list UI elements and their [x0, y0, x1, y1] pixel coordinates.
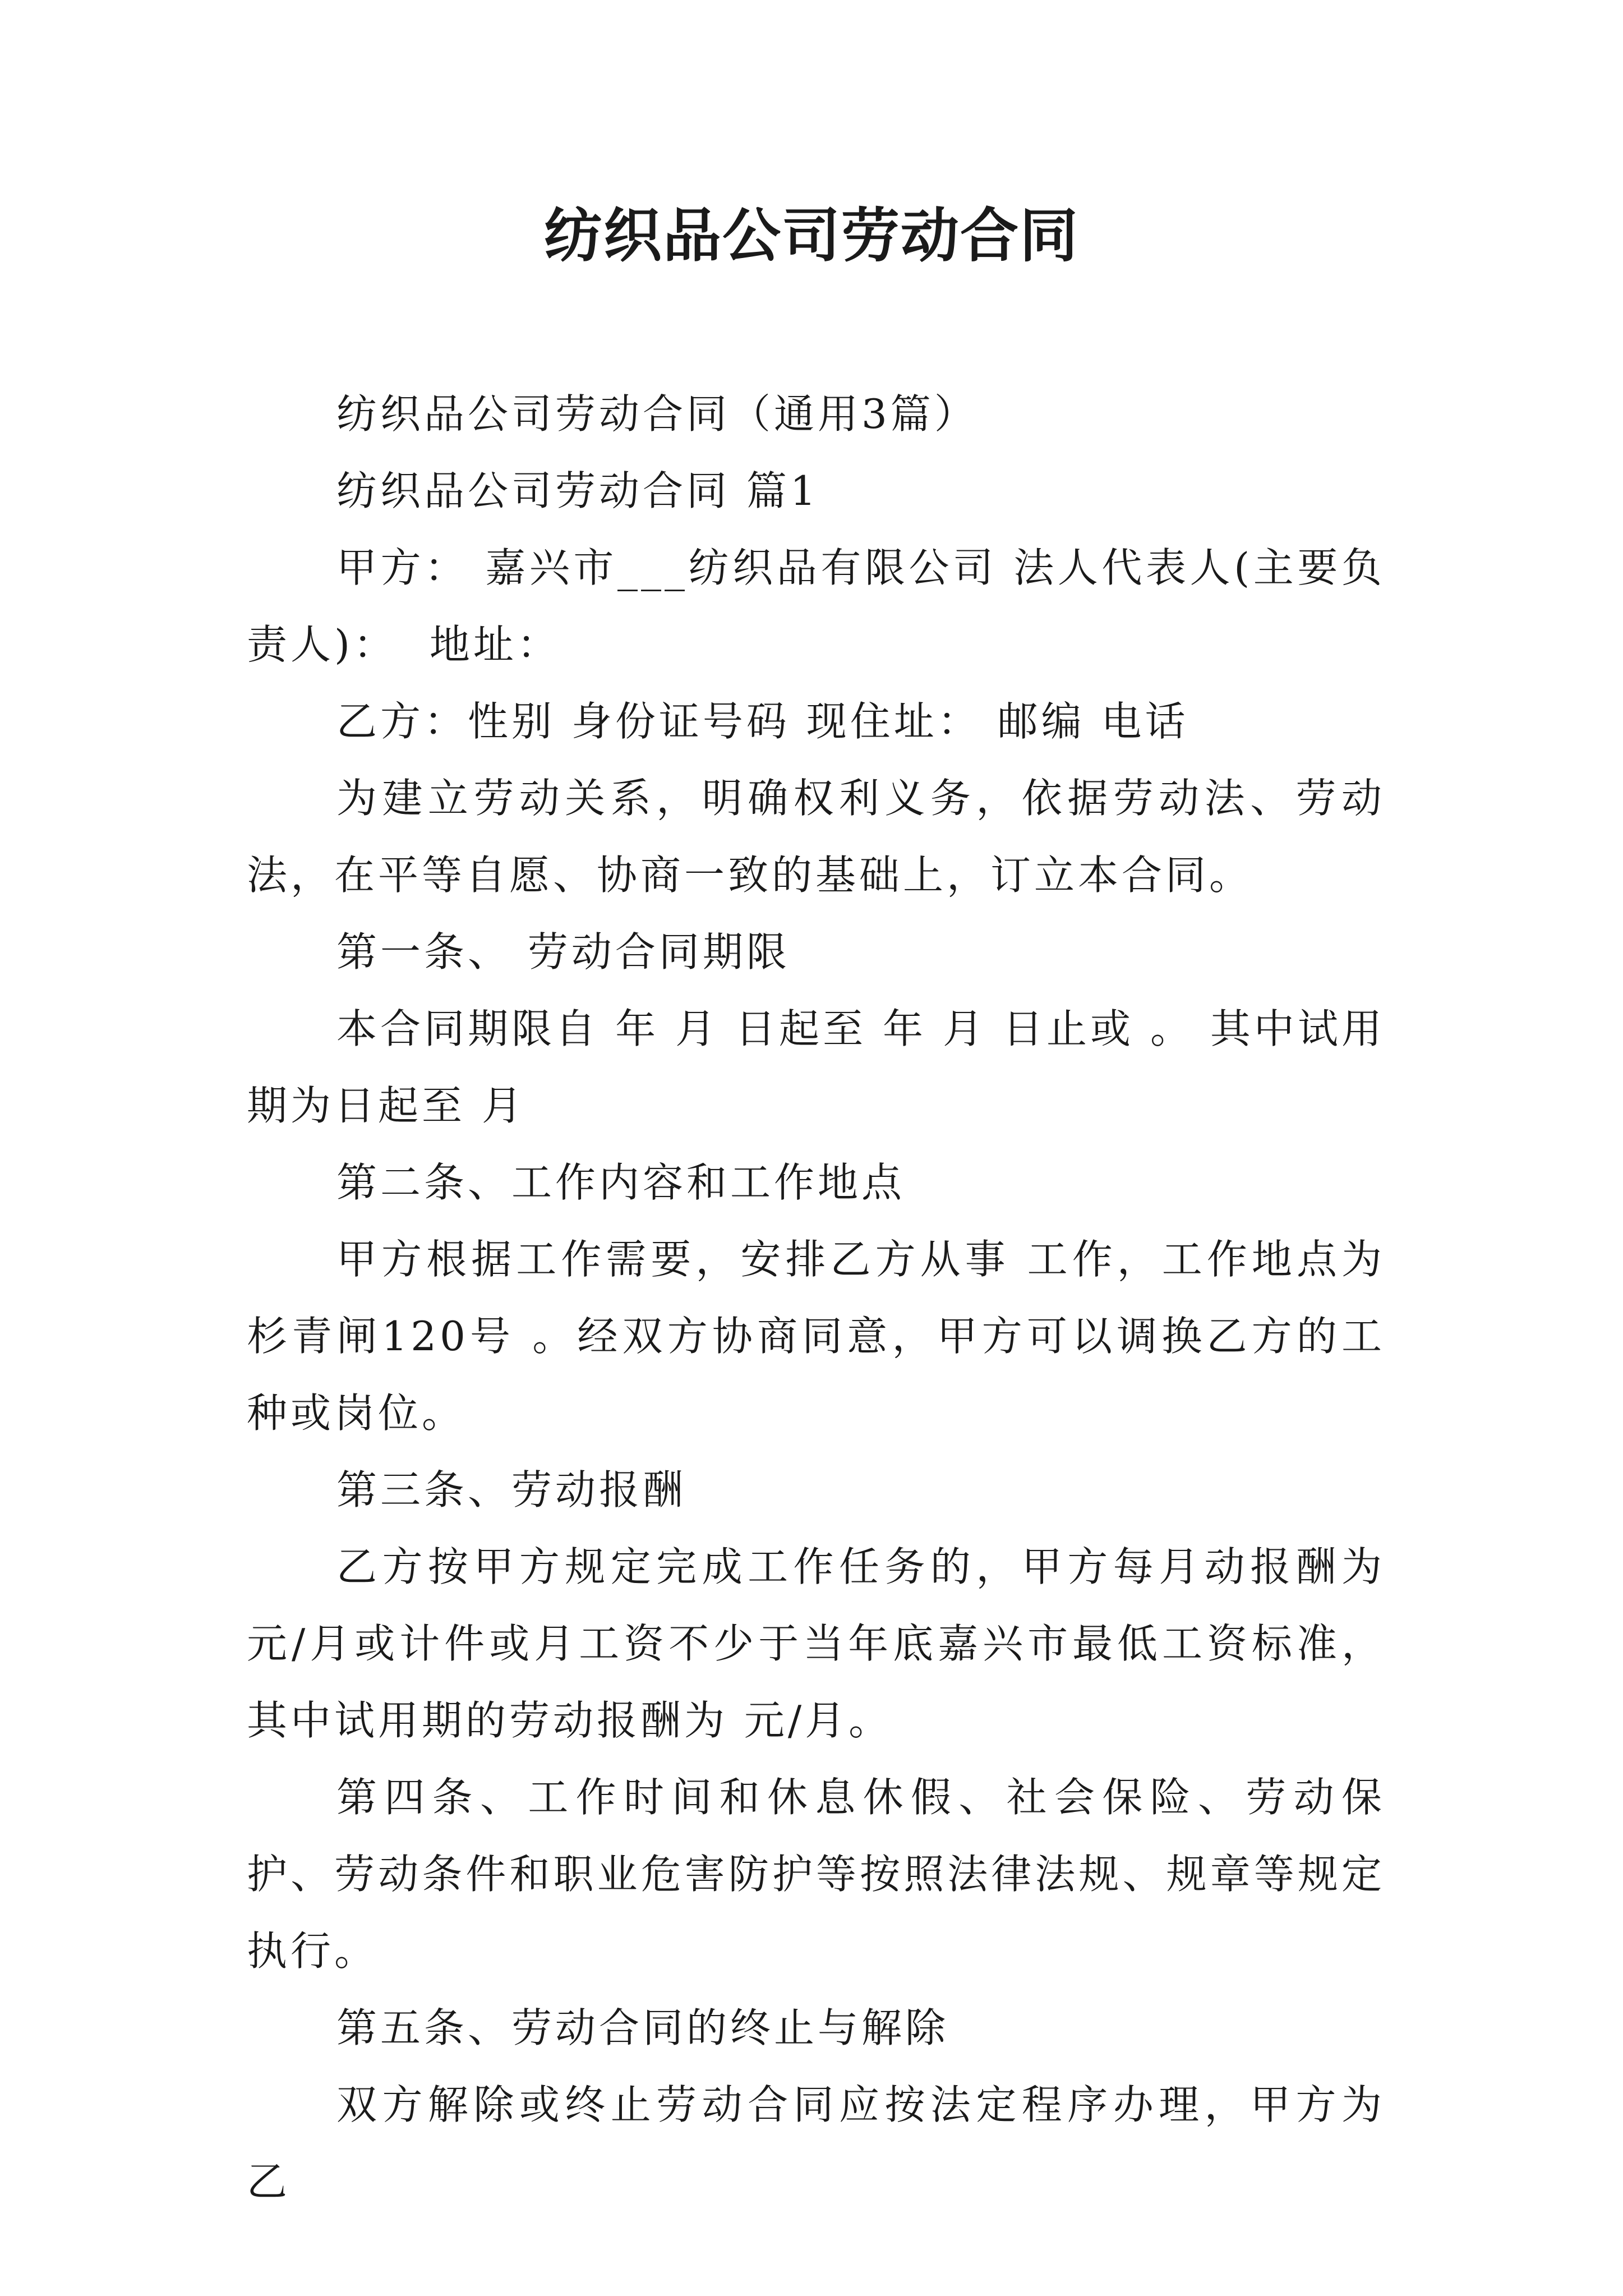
- article-3-body: 乙方按甲方规定完成工作任务的，甲方每月动报酬为元/月或计件或月工资不少于当年底嘉兴市最低工资标准，其中试用期的劳动报酬为 元/月。: [247, 1543, 1385, 1744]
- document-title: 纺织品公司劳动合同: [543, 201, 1079, 270]
- paragraph-party-b: 乙方：性别 身份证号码 现住址： 邮编 电话: [336, 698, 1189, 745]
- article-4-body: 第四条、工作时间和休息休假、社会保险、劳动保护、劳动条件和职业危害防护等按照法律法规、规章等规定执行。: [247, 1774, 1385, 1975]
- article-5-heading: 第五条、劳动合同的终止与解除: [336, 2004, 949, 2051]
- paragraph-party-a: 甲方： 嘉兴市___纺织品有限公司 法人代表人(主要负责人)： 地址：: [247, 544, 1385, 668]
- article-1-heading: 第一条、 劳动合同期限: [336, 928, 790, 976]
- document-body: [247, 376, 1385, 2220]
- article-2-heading: 第二条、工作内容和工作地点: [336, 1159, 906, 1206]
- article-2-body: 甲方根据工作需要，安排乙方从事 工作，工作地点为杉青闸120号 。经双方协商同意，甲方可以调换乙方的工种或岗位。: [247, 1236, 1385, 1437]
- article-5-body: 双方解除或终止劳动合同应按法定程序办理，甲方为乙: [247, 2081, 1385, 2205]
- paragraph-chapter-heading: 纺织品公司劳动合同 篇1: [336, 467, 819, 514]
- paragraph-subtitle: 纺织品公司劳动合同（通用3篇）: [336, 390, 978, 438]
- article-1-body: 本合同期限自 年 月 日起至 年 月 日止或 。 其中试用期为日起至 月: [247, 1005, 1385, 1129]
- article-3-heading: 第三条、劳动报酬: [336, 1466, 687, 1513]
- paragraph-preamble: 为建立劳动关系，明确权利义务，依据劳动法、劳动法，在平等自愿、协商一致的基础上，订立本合同。: [247, 775, 1385, 899]
